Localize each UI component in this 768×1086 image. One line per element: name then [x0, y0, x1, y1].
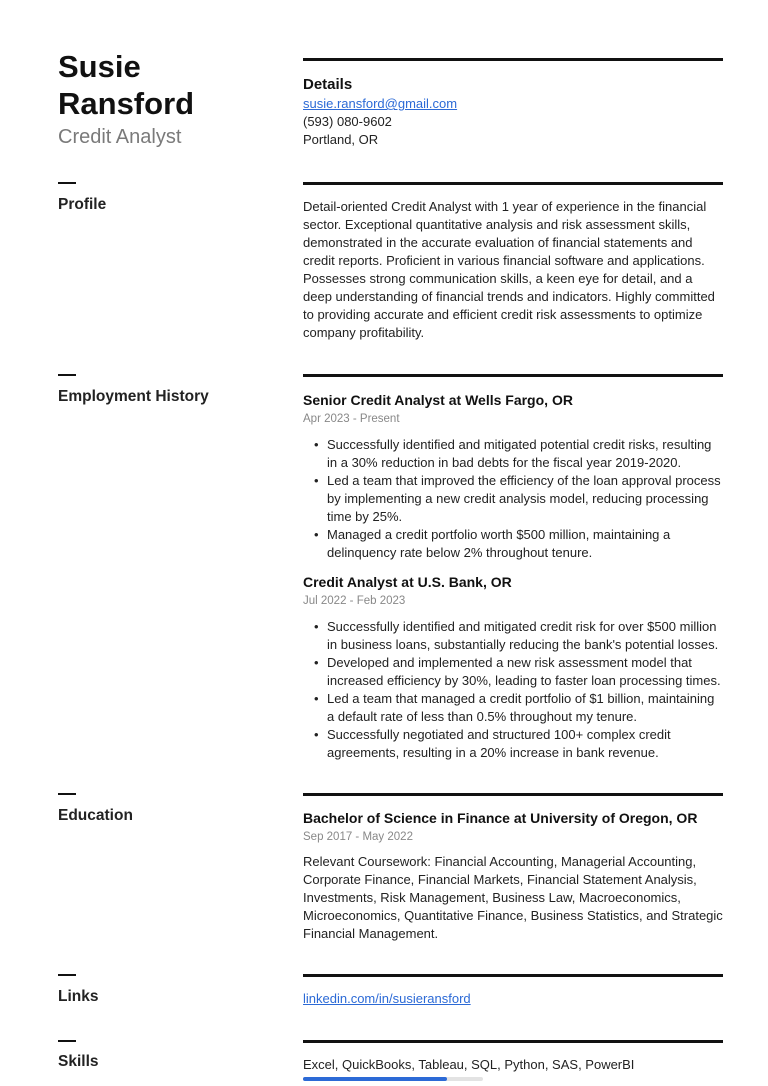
- job-entry: [303, 573, 723, 762]
- details-heading: Details: [303, 76, 353, 93]
- job-dates: Apr 2023 - Present: [303, 413, 400, 425]
- education-dates: Sep 2017 - May 2022: [303, 831, 413, 843]
- section-dash: [58, 1040, 76, 1042]
- section-rule: [303, 58, 723, 61]
- job-dates: Jul 2022 - Feb 2023: [303, 595, 406, 607]
- profile-label: Profile: [58, 196, 107, 213]
- job-entry: [303, 391, 723, 562]
- section-dash: [58, 374, 76, 376]
- coursework-text: Relevant Coursework: Financial Accounting, Managerial Accounting, Corporate Finance, Financial Markets, Financial Statement Analysis, Investments, Risk Management, Business Law, Macroeconomics, Microeconomics, Quantitative Finance, Business Statistics, and Strategic Financial Management.: [303, 854, 723, 941]
- job-bullets: [303, 618, 723, 762]
- degree-title: Bachelor of Science in Finance at University of Oregon, OR: [303, 810, 698, 826]
- first-name: Susie: [58, 49, 141, 84]
- job-bullets: [303, 436, 723, 562]
- email-link[interactable]: susie.ransford@gmail.com: [303, 96, 458, 111]
- details-section: [303, 75, 723, 149]
- list-item: • Led a team that improved the efficiency of the loan approval process by implementing a new credit analysis model, reducing processing time by 25%.: [303, 472, 723, 526]
- links-label: Links: [58, 988, 99, 1005]
- location: Portland, OR: [303, 132, 379, 147]
- candidate-name: [58, 48, 258, 122]
- section-rule: [303, 182, 723, 185]
- job-title: Senior Credit Analyst at Wells Fargo, OR: [303, 392, 573, 408]
- education-entry: [303, 809, 723, 943]
- profile-text: Detail-oriented Credit Analyst with 1 year of experience in the financial sector. Exceptional quantitative analysis and risk assessment skills, demonstrated in the accurate evaluation of financial statements and credit reports. Proficient in various financial software and applications. Possesses strong communication skills, a keen eye for detail, and a deep understanding of financial trends and indicators. Highly committed to providing accurate and efficient credit risk assessments to optimize company profitability.: [303, 199, 715, 340]
- list-item: • Successfully identified and mitigated potential credit risks, resulting in a 30% reduction in bad debts for the fiscal year 2019-2020.: [303, 436, 723, 472]
- list-item: • Successfully negotiated and structured 100+ complex credit agreements, resulting in a 20% increase in bank revenue.: [303, 726, 723, 762]
- employment-label: Employment History: [58, 388, 209, 405]
- skill-level-bar: [303, 1077, 483, 1081]
- section-rule: [303, 1040, 723, 1043]
- phone-number: (593) 080-9602: [303, 114, 392, 129]
- list-item: • Led a team that managed a credit portfolio of $1 billion, maintaining a default rate of less than 0.5% throughout my tenure.: [303, 690, 723, 726]
- list-item: • Successfully identified and mitigated credit risk for over $500 million in business loans, substantially reducing the bank's potential losses.: [303, 618, 723, 654]
- section-dash: [58, 793, 76, 795]
- education-label: Education: [58, 807, 133, 824]
- skills-list: Excel, QuickBooks, Tableau, SQL, Python, SAS, PowerBI: [303, 1057, 635, 1072]
- list-item: • Managed a credit portfolio worth $500 million, maintaining a delinquency rate below 2% throughout tenure.: [303, 526, 723, 562]
- section-rule: [303, 793, 723, 796]
- section-dash: [58, 182, 76, 184]
- skill-level-fill: [303, 1077, 447, 1081]
- list-item: • Developed and implemented a new risk assessment model that increased efficiency by 30%, leading to faster loan processing times.: [303, 654, 723, 690]
- last-name: Ransford: [58, 86, 195, 121]
- job-title-heading: Credit Analyst: [58, 126, 182, 148]
- linkedin-link[interactable]: linkedin.com/in/susieransford: [303, 991, 471, 1006]
- section-dash: [58, 974, 76, 976]
- skills-label: Skills: [58, 1053, 99, 1070]
- section-rule: [303, 374, 723, 377]
- job-title: Credit Analyst at U.S. Bank, OR: [303, 574, 512, 590]
- section-rule: [303, 974, 723, 977]
